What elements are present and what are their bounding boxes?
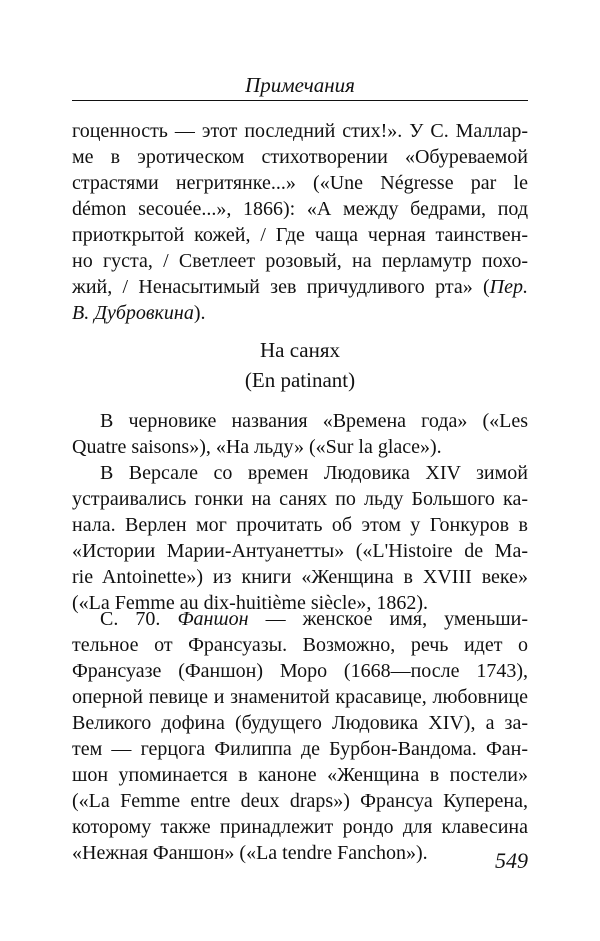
text-line: («La Femme entre deux draps») Франсуа Куперена, <box>72 790 528 812</box>
text-line: («La Femme au dix-huitième siècle», 1862). <box>72 592 429 614</box>
text-line: тем — герцога Филиппа де Бурбон-Вандома. Фан- <box>72 738 528 760</box>
text-line: приоткрытой кожей, / Где чаща черная таинствен- <box>72 224 528 246</box>
text-segment: жий, / Ненасытимый зев причудливого рта» ( <box>72 276 490 298</box>
translator-name: В. Дубровкина <box>72 302 194 324</box>
header-rule <box>72 100 528 101</box>
page-number: 549 <box>495 848 528 873</box>
text-line: rie Antoinette») из книги «Женщина в XVIII веке» <box>72 566 528 588</box>
section-title: На санях <box>259 338 341 362</box>
text-line: Великого дофина (будущего Людовика XIV), а за- <box>72 712 528 734</box>
text-segment: — женское имя, уменьши- <box>265 608 528 630</box>
text-line: В черновике названия «Времена года» («Les <box>100 410 528 432</box>
text-line: «Нежная Фаншон» («La tendre Fanchon»). <box>72 842 428 864</box>
text-line <box>72 606 528 632</box>
text-line: ме в эротическом стихотворении «Обуреваемой <box>72 146 528 168</box>
text-segment: ). <box>193 302 206 324</box>
paragraph-versailles <box>72 460 528 616</box>
paragraph-drafts <box>72 408 528 460</box>
text-line: В Версале со времен Людовика XIV зимой <box>100 462 528 484</box>
text-line: гоценность — этот последний стих!». У С. Маллар- <box>72 120 528 142</box>
running-header: Примечания <box>245 73 355 97</box>
text-line: Quatre saisons»), «На льду» («Sur la glace»). <box>72 436 442 458</box>
text-line: которому также принадлежит рондо для клавесина <box>72 816 528 838</box>
section-subtitle: (En patinant) <box>244 368 356 392</box>
text-line: Франсуазе (Фаншон) Моро (1668—после 1743), <box>72 660 528 682</box>
paragraph-continuation <box>72 118 528 326</box>
text-line: «Истории Марии-Антуанетты» («L'Histoire de Ma- <box>72 540 528 562</box>
text-line: но густа, / Светлеет розовый, на перламутр похо- <box>72 250 528 272</box>
page-reference: С. 70. <box>100 608 161 630</box>
text-line: шон упоминается в каноне «Женщина в постели» <box>72 764 528 786</box>
term: Фаншон <box>177 608 249 630</box>
text-line: оперной певице и знаменитой красавице, любовнице <box>72 686 528 708</box>
text-line <box>72 274 528 300</box>
text-line: устраивались гонки на санях по льду Большого ка- <box>72 488 528 510</box>
text-line: démon secouée...», 1866): «А между бедрами, под <box>72 198 528 220</box>
translator-credit: Пер. <box>489 276 528 298</box>
text-line <box>72 300 528 326</box>
text-line: тельное от Франсуазы. Возможно, речь идет о <box>72 634 528 656</box>
text-line: страстями негритянке...» («Une Négresse par le <box>72 172 528 194</box>
text-line: нала. Верлен мог прочитать об этом у Гонкуров в <box>72 514 528 536</box>
paragraph-fanchon <box>72 606 528 866</box>
